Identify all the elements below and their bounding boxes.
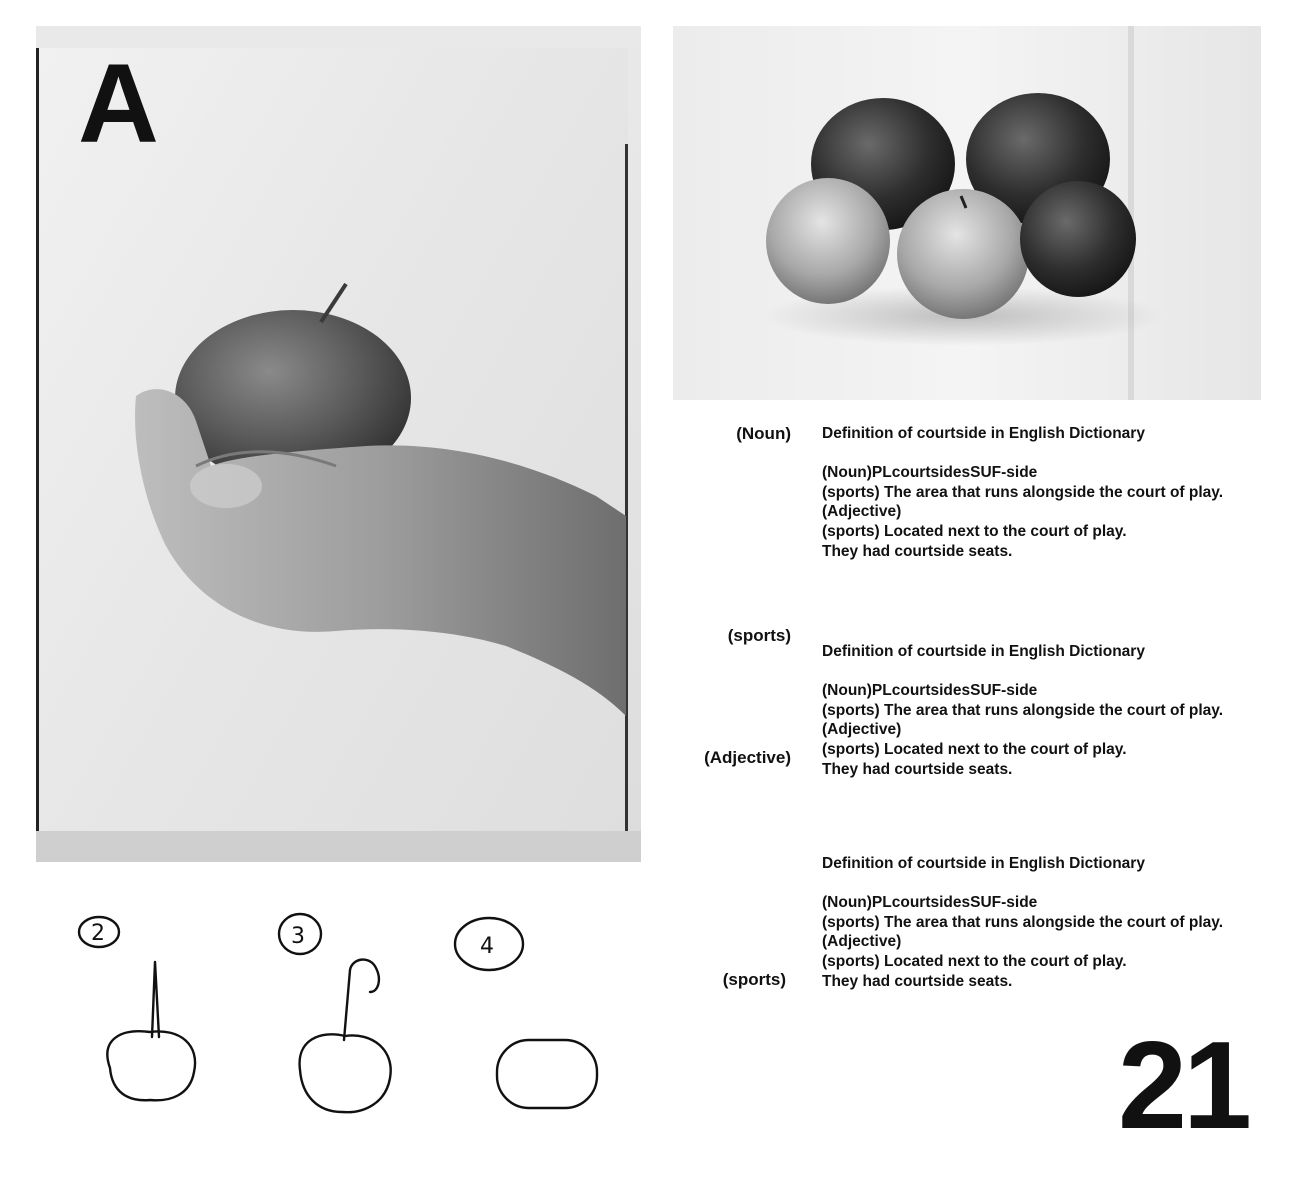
apples-illustration [673,26,1261,400]
sketch-apple-outline [300,1034,391,1112]
dictionary-entry [822,642,1262,779]
photo-five-apples [673,26,1261,400]
entry-heading: Definition of courtside in English Dictionary [822,855,1145,872]
tag-sports: (sports) [722,970,786,989]
apple-sketches [60,900,620,1120]
entry-line: (sports) Located next to the court of play. [822,952,1127,970]
apple-front-left [766,178,890,304]
entry-line: They had courtside seats. [822,760,1013,778]
entry-line: (sports) The area that runs alongside the court of play. [822,913,1224,931]
entry-line: (Adjective) [822,721,902,739]
entry-line: They had courtside seats. [822,972,1013,990]
sketch-label: 4 [480,934,494,959]
sketch-label: 3 [291,924,305,949]
dictionary-entry [822,424,1262,561]
entry-line: (Noun)PLcourtsidesSUF-side [822,682,1038,700]
apple-front-center [897,189,1029,319]
tag-adjective: (Adjective) [704,748,791,767]
entry-line: (sports) The area that runs alongside the court of play. [822,483,1224,501]
entry-line: (Adjective) [822,503,902,521]
tag-noun: (Noun) [736,424,791,443]
dictionary-entry [822,854,1262,991]
sketch-apple-curled-stem [344,960,379,1040]
entry-line: (Noun)PLcourtsidesSUF-side [822,894,1038,912]
entry-line: They had courtside seats. [822,542,1013,560]
sketch-apple-top-view [497,1040,597,1108]
sketch-apple-outline [107,1031,195,1100]
sketch-apple-stem [152,962,159,1037]
section-letter: A [78,41,157,166]
page-number: 21 [1118,1017,1248,1155]
entry-line: (Adjective) [822,933,902,951]
entry-line: (sports) Located next to the court of play. [822,740,1127,758]
entry-heading: Definition of courtside in English Dictionary [822,425,1145,442]
entry-line: (Noun)PLcourtsidesSUF-side [822,464,1038,482]
entry-line: (sports) Located next to the court of play. [822,522,1127,540]
apple-front-right [1020,181,1136,297]
thumb [190,464,262,508]
sketch-label: 2 [91,921,105,946]
entry-line: (sports) The area that runs alongside the court of play. [822,701,1224,719]
tag-sports: (sports) [727,626,791,645]
entry-heading: Definition of courtside in English Dictionary [822,643,1145,660]
